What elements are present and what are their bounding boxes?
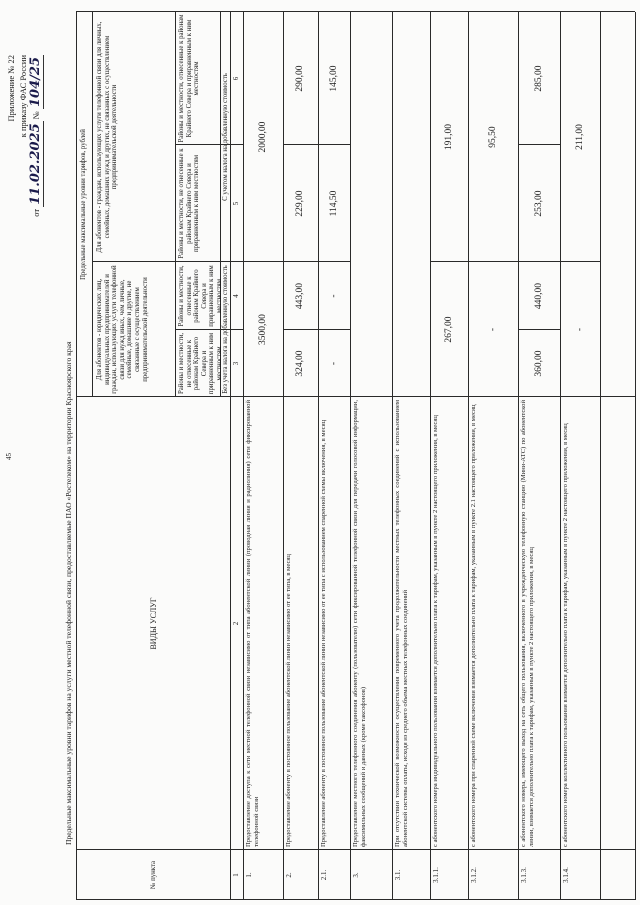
tariff-citizens-merged: 191,00 [443, 123, 454, 151]
service-description: Предоставление абоненту в постоянное пользование абонентской линии независимо от ее типа, в месяц [285, 554, 292, 847]
service-description: Предоставление доступа к сети местной телефонной связи независимо от типа абонентской линии (проводная линия и радиолиния) сети фиксированной телефонной связи [245, 400, 261, 847]
row-number: 3.1.2. [470, 867, 478, 883]
col-number-1: 1 [232, 873, 240, 877]
subcol-4-header: Районы и местности, отнесенные к районам Крайнего Севера и приравненным к ним местностям [178, 265, 223, 327]
col-number-4: 4 [232, 294, 240, 298]
page-number: 45 [5, 453, 13, 460]
tariff-legal-merged: 267,00 [443, 316, 454, 343]
tariff-citizens-merged: 95,50 [487, 126, 498, 148]
tariff-col5: 253,00 [533, 190, 544, 217]
handwritten-date: 11.02.2025 [28, 123, 43, 205]
tariff-col4: 443,00 [295, 282, 305, 310]
col-service-header: ВИДЫ УСЛУГ [149, 597, 158, 650]
appendix-line: Приложение № 22 [6, 55, 16, 122]
subcol-5-header: Районы и местности, не отнесенные к районам Крайнего Севера и приравненным к ним местностям [178, 148, 201, 259]
tariff-col3: - [328, 361, 339, 366]
service-description: При отсутствии технической возможности осуществления повременного учета продолжительности местных телефонных соединений с использованием абонентской системы оплаты, исходя из среднего объема местных телефонных соединений [394, 400, 410, 847]
levels-header: Предельные максимальные уровни тарифов, рублей [80, 129, 87, 280]
col-no-header: № пункта [150, 860, 157, 890]
subcol-6-header: Районы и местности, отнесенные к районам Крайнего Севера и приравненным к ним местностям [178, 14, 201, 143]
service-description: с абонентского номера при спаренной схеме включения взимается дополнительно плата к тарифам, указанным в пункте 2.1 настоящего приложения, в месяц [470, 404, 477, 847]
col-number-3: 3 [232, 361, 240, 366]
tariff-legal-merged: - [487, 327, 498, 332]
row-number: 2.1. [320, 869, 328, 881]
tariff-col5: 229,00 [295, 190, 305, 217]
row-number: 3.1.3. [520, 867, 528, 883]
row-number: 3.1.4. [562, 867, 570, 883]
tariff-col5: 114,50 [328, 190, 339, 217]
subcol-3-header: Районы и местности, не отнесенные к районам Крайнего Севера и приравненным к ним местностям [178, 332, 223, 395]
number-prefix: № [31, 111, 41, 120]
service-description: с абонентского номера индивидуального пользования взимается дополнительно плата к тарифам, указанным в пункте 2 настоящего приложения, в месяц [432, 415, 439, 847]
col-number-6: 6 [232, 76, 240, 81]
tariff-col4: 440,00 [533, 282, 544, 310]
handwritten-number: 104/25 [28, 57, 43, 107]
order-line: к приказу ФАС России [18, 55, 28, 138]
row-number: 2. [285, 872, 293, 878]
tariff-legal-merged: 3500,00 [257, 314, 268, 345]
tariff-col4: - [328, 294, 339, 298]
row-number: 3.1. [394, 869, 402, 881]
tariff-citizens-merged: 2000,00 [257, 121, 268, 153]
group-legal-header: Для абонентов - юридических лиц, индивидуальных предпринимателей и граждан, использующих услуги телефонной связи для нужд иных, чем личные, семейные, домашние и другие, не связанные с осуществлением предпринимательской деятельности [96, 265, 149, 394]
tariff-col6: 285,00 [533, 65, 544, 92]
date-prefix: от [31, 208, 41, 217]
service-description: с абонентского номера, имеющего выход на сеть общего пользования, включенного в учрежденческую телефонную станцию (Мини-АТС) по абонентской линии, взимается дополнительно плата к тарифам, указанным в пункте 2 настоящего приложения, в месяц [520, 400, 536, 847]
group-citizens-header: Для абонентов - граждан, использующих услуги телефонной связи для личных, семейных, домашних нужд и других, не связанных с осуществлением предпринимательской деятельности [96, 21, 119, 253]
service-description: с абонентского номера коллективного пользования взимается дополнительно плата к тарифам, указанным в пункте 2 настоящего приложения, в месяц [562, 423, 569, 847]
col-number-2: 2 [232, 621, 240, 626]
service-description: Предоставление местного телефонного соединения абоненту (пользователю) сети фиксированной телефонной связи для передачи голосовой информации, факсимильных сообщений и данных (кроме таксофонов) [352, 400, 368, 847]
tariff-citizens-merged: 211,00 [574, 124, 585, 150]
tariff-legal-merged: - [574, 327, 585, 332]
row-number: 1. [245, 872, 253, 878]
tariff-col3: 324,00 [295, 350, 305, 377]
row-number: 3.1.1. [432, 867, 440, 883]
service-description: Предоставление абоненту в постоянное пользование абонентской линии независимо от ее типа с использованием спаренной схемы включения, в месяц [320, 419, 327, 847]
vat-excluded-label: Без учета налога на добавленную стоимость [222, 265, 229, 394]
col-number-5: 5 [232, 201, 240, 206]
tariff-col3: 360,00 [533, 350, 544, 377]
vat-included-label: С учетом налога на добавленную стоимость [222, 73, 229, 201]
document-title: Предельные максимальные уровни тарифов на услуги местной телефонной связи, предоставляемые ПАО «Ростелеком» на территории Красноярского края [64, 341, 73, 845]
tariff-col6: 145,00 [328, 65, 339, 92]
tariff-col6: 290,00 [295, 65, 305, 92]
row-number: 3. [352, 872, 360, 878]
